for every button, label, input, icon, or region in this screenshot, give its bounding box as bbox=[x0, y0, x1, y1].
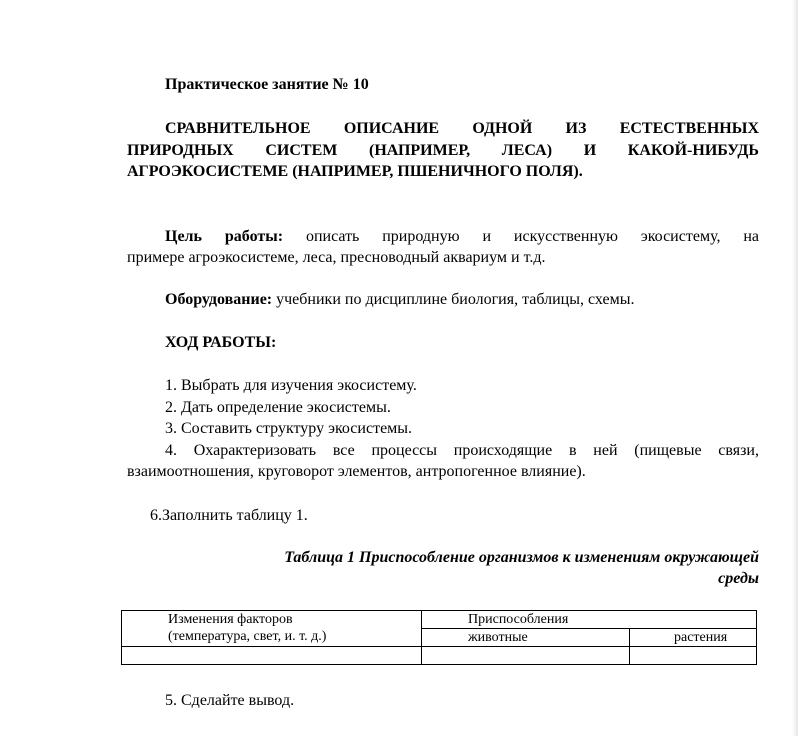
heading-line-1-text: СРАВНИТЕЛЬНОЕ ОПИСАНИЕ ОДНОЙ ИЗ ЕСТЕСТВЕННЫХ bbox=[165, 120, 759, 137]
empty-cell bbox=[630, 647, 757, 665]
step-5: 5. Сделайте вывод. bbox=[165, 692, 295, 709]
step-3: 3. Составить структуру экосистемы. bbox=[165, 420, 413, 437]
animals-header: животные bbox=[468, 630, 528, 645]
animals-header-cell bbox=[422, 629, 630, 647]
plants-header: растения bbox=[674, 630, 728, 645]
factor-header-line-1: Изменения факторов bbox=[168, 612, 293, 627]
empty-cell bbox=[122, 647, 422, 665]
procedure-heading: ХОД РАБОТЫ: bbox=[165, 334, 277, 351]
adaptations-header: Приспособления bbox=[468, 612, 569, 627]
table-row bbox=[122, 647, 757, 665]
equipment-line bbox=[165, 289, 634, 311]
heading-line-1 bbox=[127, 118, 759, 140]
step-2: 2. Дать определение экосистемы. bbox=[165, 399, 391, 416]
step-6: 6.Заполнить таблицу 1. bbox=[150, 507, 308, 524]
adaptation-table bbox=[121, 610, 757, 665]
table-caption-line-2: среды bbox=[718, 570, 759, 587]
table-header-row bbox=[122, 611, 757, 629]
factor-header-cell bbox=[122, 611, 422, 647]
heading-line-2: ПРИРОДНЫХ СИСТЕМ (НАПРИМЕР, ЛЕСА) И КАКОЙ-НИБУДЬ bbox=[127, 142, 759, 159]
step-4-line-2: взаимоотношения, круговорот элементов, антропогенное влияние). bbox=[127, 463, 586, 480]
lesson-title: Практическое занятие № 10 bbox=[165, 76, 369, 93]
table-caption-line-1: Таблица 1 Приспособление организмов к изменениям окружающей bbox=[284, 549, 759, 566]
heading-line-3: АГРОЭКОСИСТЕМЕ (НАПРИМЕР, ПШЕНИЧНОГО ПОЛЯ). bbox=[127, 163, 583, 180]
empty-cell bbox=[422, 647, 630, 665]
step-4-line-1 bbox=[127, 440, 759, 462]
page-edge-shadow bbox=[792, 0, 798, 736]
factor-header-line-2: (температура, свет, и. т. д.) bbox=[168, 629, 327, 644]
goal-text-1: описать природную и искусственную экосистему, на bbox=[305, 228, 760, 245]
plants-header-cell bbox=[630, 629, 757, 647]
step-1: 1. Выбрать для изучения экосистему. bbox=[165, 377, 417, 394]
equipment-text: учебники по дисциплине биология, таблицы, схемы. bbox=[276, 291, 635, 308]
step-4-text: 4. Охарактеризовать все процессы происходящие в ней (пищевые связи, bbox=[165, 442, 759, 459]
goal-label: Цель работы: bbox=[165, 228, 284, 245]
equipment-label: Оборудование: bbox=[165, 291, 273, 308]
adaptations-header-cell bbox=[422, 611, 757, 629]
goal-line-2: примере агроэкосистеме, леса, пресноводный аквариум и т.д. bbox=[127, 249, 546, 266]
goal-line-1 bbox=[127, 226, 759, 248]
